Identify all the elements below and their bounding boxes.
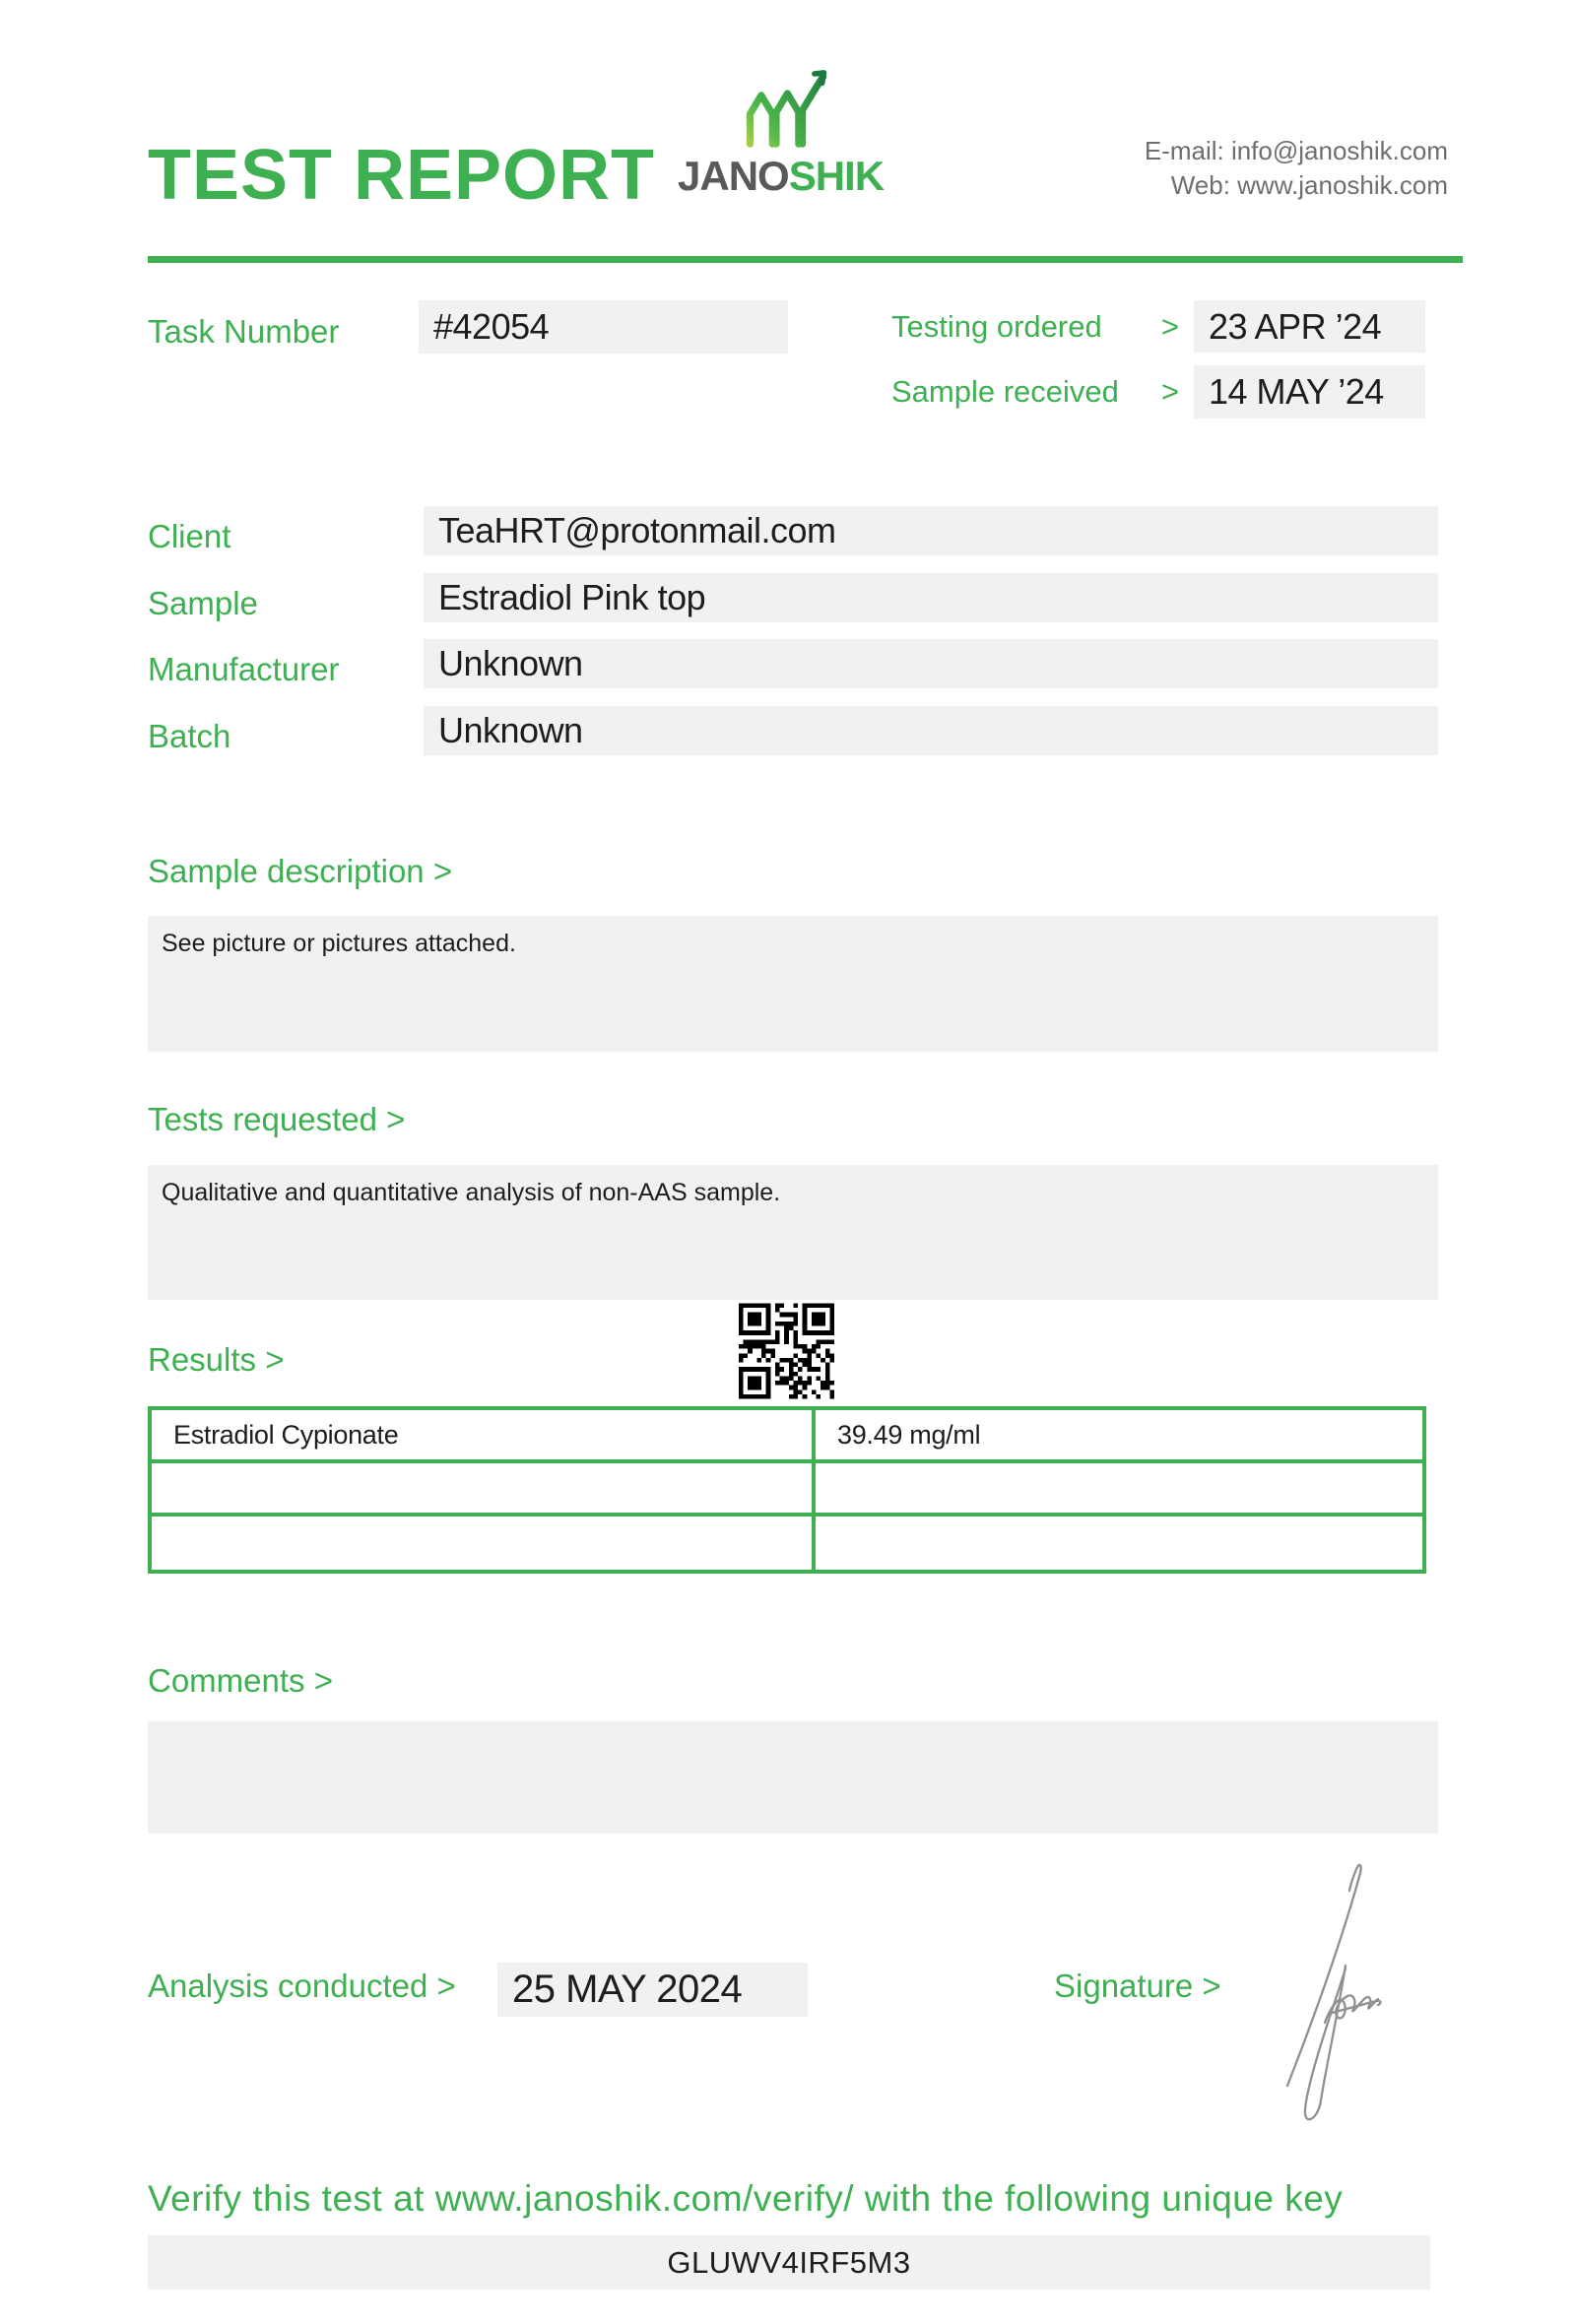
signature-image — [1276, 1851, 1384, 2132]
report-title: TEST REPORT — [148, 136, 656, 215]
chevron-right-icon: > — [1160, 309, 1179, 344]
sample-value: Estradiol Pink top — [438, 577, 706, 617]
results-row — [150, 1515, 1424, 1572]
logo-wordmark-jano: JANO — [678, 153, 789, 199]
task-number-label: Task Number — [148, 313, 340, 350]
sample-label: Sample — [148, 585, 258, 621]
manufacturer-value-box — [424, 639, 1438, 688]
client-value: TeaHRT@protonmail.com — [438, 510, 836, 550]
signature-label: Signature > — [1054, 1968, 1221, 2004]
contact-email: E-mail: info@janoshik.com — [1144, 136, 1448, 165]
verify-key-box — [148, 2235, 1430, 2290]
sample-description-text: See picture or pictures attached. — [162, 930, 516, 957]
task-number-value: #42054 — [433, 306, 550, 347]
verify-instructions: Verify this test at www.janoshik.com/verify/ with the following unique key — [148, 2178, 1344, 2219]
sample-received-row — [891, 365, 1179, 419]
analysis-date-box — [497, 1963, 808, 2017]
results-row — [150, 1408, 1424, 1461]
sample-received-value: 14 MAY ’24 — [1209, 371, 1384, 412]
result-substance — [150, 1515, 814, 1572]
contact-block — [955, 134, 1448, 203]
sample-received-label: Sample received — [891, 374, 1119, 409]
sample-value-box — [424, 573, 1438, 622]
sample-description-heading: Sample description > — [148, 853, 453, 889]
batch-label: Batch — [148, 718, 231, 754]
contact-web: Web: www.janoshik.com — [1170, 170, 1448, 201]
result-substance — [150, 1461, 814, 1515]
result-amount — [814, 1515, 1424, 1572]
tests-requested-text: Qualitative and quantitative analysis of non-AAS sample. — [162, 1179, 781, 1206]
chevron-right-icon: > — [1160, 374, 1179, 409]
logo-wordmark-shik: SHIK — [788, 153, 885, 199]
testing-ordered-label: Testing ordered — [891, 309, 1102, 344]
testing-ordered-value: 23 APR ’24 — [1209, 305, 1382, 347]
batch-value-box — [424, 706, 1438, 755]
qr-code — [739, 1302, 834, 1400]
sample-description-box — [148, 916, 1438, 1052]
tests-requested-box — [148, 1165, 1438, 1300]
comments-heading: Comments > — [148, 1662, 333, 1699]
client-value-box — [424, 506, 1438, 555]
results-table — [148, 1406, 1426, 1574]
results-row — [150, 1461, 1424, 1515]
sample-received-value-box — [1194, 365, 1425, 419]
tests-requested-heading: Tests requested > — [148, 1101, 406, 1137]
results-heading: Results > — [148, 1341, 285, 1378]
manufacturer-label: Manufacturer — [148, 651, 340, 687]
result-amount — [814, 1461, 1424, 1515]
analysis-date-value: 25 MAY 2024 — [512, 1968, 743, 2011]
header-divider — [148, 256, 1463, 263]
manufacturer-value: Unknown — [438, 643, 583, 683]
logo-chart-icon — [739, 69, 832, 152]
result-substance: Estradiol Cypionate — [150, 1408, 814, 1461]
result-amount: 39.49 mg/ml — [814, 1408, 1424, 1461]
task-number-value-box — [419, 300, 788, 354]
comments-box — [148, 1721, 1438, 1834]
testing-ordered-value-box — [1194, 300, 1425, 353]
analysis-conducted-label: Analysis conducted > — [148, 1968, 456, 2004]
verify-key: GLUWV4IRF5M3 — [667, 2244, 911, 2280]
batch-value: Unknown — [438, 710, 583, 750]
client-label: Client — [148, 518, 231, 554]
logo-wordmark — [678, 153, 885, 199]
testing-ordered-row — [891, 300, 1179, 354]
